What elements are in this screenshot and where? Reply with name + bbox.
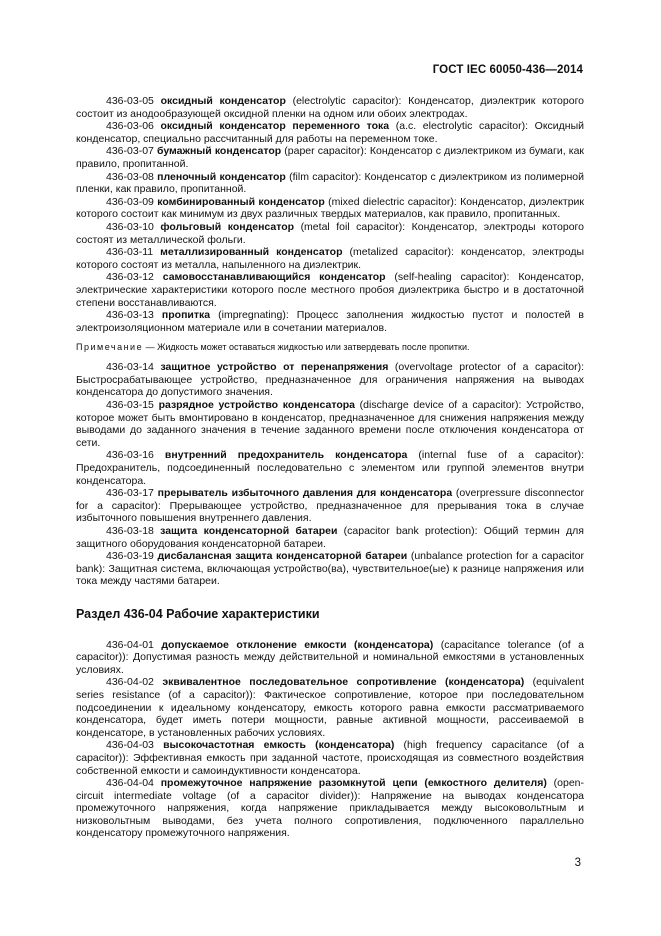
term-definition: (high frequency capacitance (of a capacitor)): Эффективная емкость при заданной частоте, происходящая из совместного воздействия собственной емкости и самоиндуктивности конденсатора. [76, 739, 584, 777]
term-number: 436-03-13 [106, 309, 154, 322]
term-name: промежуточное напряжение разомкнутой цепи (емкостного делителя) [160, 777, 547, 790]
term-name: защитное устройство от перенапряжения [160, 361, 389, 374]
term-name: самовосстанавливающийся конденсатор [162, 271, 386, 284]
entries-group-c [76, 639, 584, 841]
term-name: внутренний предохранитель конденсатора [164, 449, 408, 462]
term-entry [76, 361, 584, 399]
entries-group-b [76, 361, 584, 588]
term-entry [76, 399, 584, 449]
term-entry [76, 145, 584, 170]
term-number: 436-03-08 [106, 170, 154, 183]
term-definition: (film capacitor): Конденсатор с диэлектриком из полимерной пленки, как правило, пропитанной. [76, 170, 585, 196]
term-number: 436-03-06 [106, 120, 154, 133]
term-definition: (electrolytic capacitor): Конденсатор, диэлектрик которого состоит из анодообразующей оксидной пленки на одном или обоих электродах. [76, 95, 585, 120]
document-code-header: ГОСТ IEC 60050-436—2014 [432, 64, 583, 76]
term-name: фольговый конденсатор [160, 220, 295, 233]
term-definition: (open-circuit intermediate voltage (of a capacitor divider)): Напряжение на выводах конденсатора промежуточного напряжения, когда напряжение прикладывается между высоковольтным и низковольтным выводами, без учета полного сопротивления, подключенного параллельно конденсатору промежуточного напряжения. [76, 777, 584, 840]
term-definition: (impregnating): Процесс заполнения жидкостью пустот и полостей в электроизоляционном материале или в сочетании материалов. [76, 309, 585, 334]
term-definition: (overpressure disconnector for a capacitor): Прерывающее устройство, предназначенное для прерывания тока в случае избыточного повышения внутреннего давления. [76, 487, 584, 525]
term-entry [76, 196, 584, 221]
page-number: 3 [574, 857, 581, 869]
term-number: 436-03-11 [106, 246, 154, 259]
term-number: 436-03-05 [106, 95, 154, 107]
term-entry [76, 739, 584, 777]
term-entry [76, 95, 584, 120]
term-number: 436-03-07 [106, 145, 154, 158]
term-name: бумажный конденсатор [156, 145, 282, 158]
term-number: 436-03-15 [106, 399, 154, 412]
term-definition: (mixed dielectric capacitor): Конденсатор, диэлектрик которого состоит как минимум из двух различных твердых материалов, как правило, пропитанных. [76, 195, 584, 221]
term-name: пленочный конденсатор [157, 170, 286, 183]
term-name: оксидный конденсатор [160, 95, 286, 107]
term-entry [76, 777, 584, 840]
term-entry [76, 525, 584, 550]
note-lead: Примечание [76, 342, 144, 353]
term-entry [76, 120, 584, 145]
term-number: 436-03-19 [106, 550, 154, 563]
term-definition: (self-healing capacitor): Конденсатор, электрические характеристики которого после местного пробоя диэлектрика быстро и в достаточной степени восстанавливаются. [76, 271, 584, 309]
term-definition: (overvoltage protector of a capacitor): Быстросрабатывающее устройство, предназначенное для ограничения напряжения на выводах конденсатора до допустимого значения. [76, 361, 584, 399]
term-definition: (unbalance protection for a capacitor bank): Защитная система, включающая устройство(ва), чувствительное(ые) к разнице напряжения или тока между частями батареи. [76, 550, 584, 588]
document-body [76, 95, 584, 840]
term-entry [76, 639, 584, 677]
term-name: защита конденсаторной батареи [160, 525, 338, 537]
note-paragraph [76, 342, 584, 353]
term-name: эквивалентное последовательное сопротивление (конденсатора) [162, 676, 525, 689]
term-definition: (capacitor bank protection): Общий термин для защитного оборудования конденсаторной батареи. [76, 525, 584, 550]
term-name: оксидный конденсатор переменного тока [160, 120, 390, 133]
term-definition: (capacitance tolerance (of a capacitor)): Допустимая разность между действительной и номинальной емкостями в установленных условиях. [76, 638, 584, 676]
term-entry [76, 171, 584, 196]
entries-group-a [76, 95, 584, 334]
term-number: 436-03-16 [106, 449, 154, 462]
term-name: комбинированный конденсатор [157, 195, 325, 208]
term-name: прерыватель избыточного давления для конденсатора [157, 487, 453, 500]
term-entry [76, 676, 584, 739]
term-number: 436-03-12 [106, 271, 154, 284]
term-entry [76, 309, 584, 334]
term-number: 436-03-17 [106, 487, 154, 500]
note-text: — Жидкость может оставаться жидкостью или затвердевать после пропитки. [143, 342, 470, 353]
term-number: 436-04-02 [106, 676, 154, 689]
term-number: 436-03-18 [106, 525, 154, 537]
section-heading: Раздел 436-04 Рабочие характеристики [76, 606, 320, 621]
term-name: металлизированный конденсатор [160, 246, 343, 259]
term-entry [76, 271, 584, 309]
term-name: дисбалансная защита конденсаторной батареи [157, 550, 408, 563]
term-number: 436-04-03 [106, 739, 154, 752]
term-definition: (equivalent series resistance (of a capacitor)): Фактическое сопротивление, которое при последовательном подсоединении к идеальному конденсатору, емкость которого равна емкости рассматриваемого конденсатора, будет иметь потери мощности, равные активной мощности, рассеиваемой в конденсаторе, в установленных рабочих условиях. [76, 676, 584, 739]
term-definition: (metalized capacitor): конденсатор, электроды которого состоят из металла, напыленного на диэлектрик. [76, 246, 584, 271]
term-name: допускаемое отклонение емкости (конденсатора) [161, 638, 434, 651]
term-number: 436-03-10 [106, 220, 154, 233]
term-number: 436-03-09 [106, 195, 154, 208]
term-definition: (internal fuse of a capacitor): Предохранитель, подсоединенный последовательно с элементом или группой элементов внутри конденсатора. [76, 449, 584, 487]
term-definition: (metal foil capacitor): Конденсатор, электроды которого состоят из металлической фольги. [76, 220, 584, 246]
term-number: 436-04-04 [106, 777, 154, 790]
term-name: высокочастотная емкость (конденсатора) [163, 739, 395, 752]
term-name: пропитка [161, 309, 211, 322]
term-entry [76, 487, 584, 525]
term-definition: (a.c. electrolytic capacitor): Оксидный конденсатор, специально рассчитанный для работы на переменном токе. [76, 120, 584, 145]
term-definition: (discharge device of a capacitor): Устройство, которое может быть вмонтировано в конденсатор, предназначенное для снижения напряжения между выводами до заданного значения в течение заданного времени после отключения конденсатора от сети. [76, 399, 584, 449]
term-entry [76, 449, 584, 487]
term-number: 436-03-14 [106, 361, 154, 374]
term-entry [76, 246, 584, 271]
term-entry [76, 550, 584, 588]
term-entry [76, 221, 584, 246]
term-number: 436-04-01 [106, 638, 154, 651]
term-name: разрядное устройство конденсатора [158, 399, 355, 412]
term-definition: (paper capacitor): Конденсатор с диэлектриком из бумаги, как правило, пропитанной. [76, 145, 584, 170]
